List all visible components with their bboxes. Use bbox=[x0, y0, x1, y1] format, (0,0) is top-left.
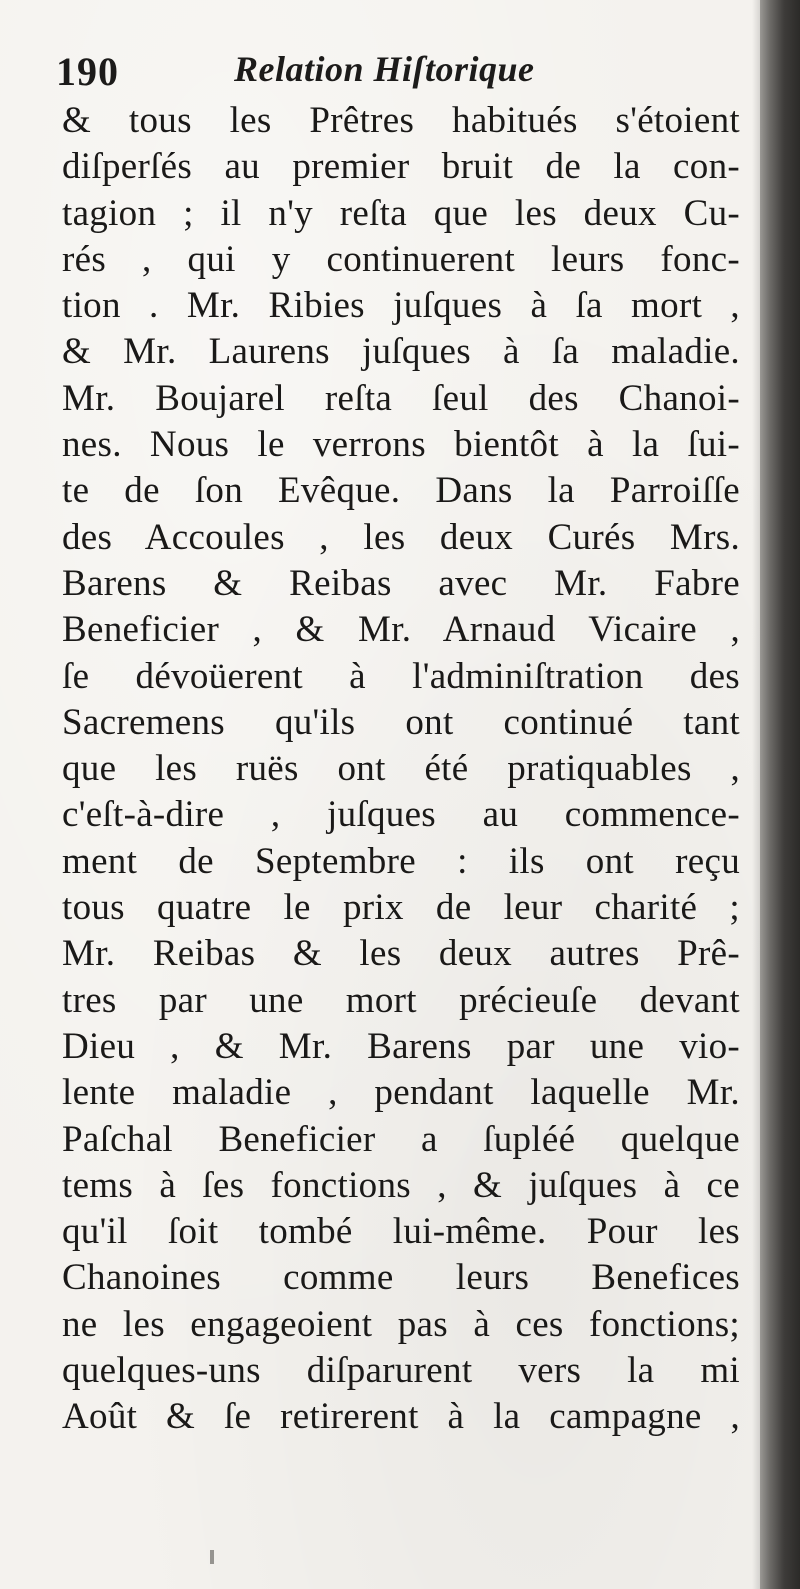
text-line: Chanoines comme leurs Benefices bbox=[62, 1257, 740, 1299]
text-line: rés , qui y continuerent leurs fonc- bbox=[62, 238, 740, 280]
text-line: que les ruës ont été pratiquables , bbox=[62, 748, 740, 790]
text-line: ſe dévoüerent à l'adminiſtration des bbox=[62, 655, 740, 697]
text-line: tous quatre le prix de leur charité ; bbox=[62, 887, 740, 929]
book-spine bbox=[760, 0, 800, 1589]
text-line: qu'il ſoit tombé lui-même. Pour les bbox=[62, 1211, 740, 1253]
text-line: diſperſés au premier bruit de la con- bbox=[62, 146, 740, 188]
text-line: nes. Nous le verrons bientôt à la ſui- bbox=[62, 424, 740, 466]
text-line: quelques-uns diſparurent vers la mi bbox=[62, 1350, 740, 1392]
text-line: tems à ſes fonctions , & juſques à ce bbox=[62, 1164, 740, 1206]
text-line: & tous les Prêtres habitués s'étoient bbox=[62, 100, 740, 141]
running-title: Relation Hiſtorique bbox=[234, 49, 535, 89]
text-line: & Mr. Laurens juſques à ſa maladie. bbox=[62, 331, 740, 373]
ink-mark bbox=[210, 1550, 214, 1564]
text-line: Sacremens qu'ils ont continué tant bbox=[62, 701, 740, 743]
text-line: Dieu , & Mr. Barens par une vio- bbox=[62, 1025, 740, 1067]
text-line: Paſchal Beneficier a ſupléé quelque bbox=[62, 1118, 740, 1160]
text-line: tion . Mr. Ribies juſques à ſa mort , bbox=[62, 285, 740, 327]
text-line: des Accoules , les deux Curés Mrs. bbox=[62, 516, 740, 558]
text-line: c'eſt-à-dire , juſques au commence- bbox=[62, 794, 740, 836]
text-line: ment de Septembre : ils ont reçu bbox=[62, 840, 740, 882]
text-line: Mr. Reibas & les deux autres Prê- bbox=[62, 933, 740, 975]
text-line: tres par une mort précieuſe devant bbox=[62, 979, 740, 1021]
text-line: te de ſon Evêque. Dans la Parroiſſe bbox=[62, 470, 740, 512]
text-line: Août & ſe retirerent à la campagne , bbox=[62, 1396, 740, 1438]
text-line: lente maladie , pendant laquelle Mr. bbox=[62, 1072, 740, 1114]
page-number: 190 bbox=[56, 49, 119, 94]
text-line: Beneficier , & Mr. Arnaud Vicaire , bbox=[62, 609, 740, 651]
text-line: Barens & Reibas avec Mr. Fabre bbox=[62, 562, 740, 604]
body-text bbox=[62, 98, 740, 1441]
text-line: ne les engageoient pas à ces fonctions; bbox=[62, 1303, 740, 1345]
text-line: Mr. Boujarel reſta ſeul des Chanoi- bbox=[62, 377, 740, 419]
page-header bbox=[56, 42, 756, 98]
text-line: tagion ; il n'y reſta que les deux Cu- bbox=[62, 192, 740, 234]
